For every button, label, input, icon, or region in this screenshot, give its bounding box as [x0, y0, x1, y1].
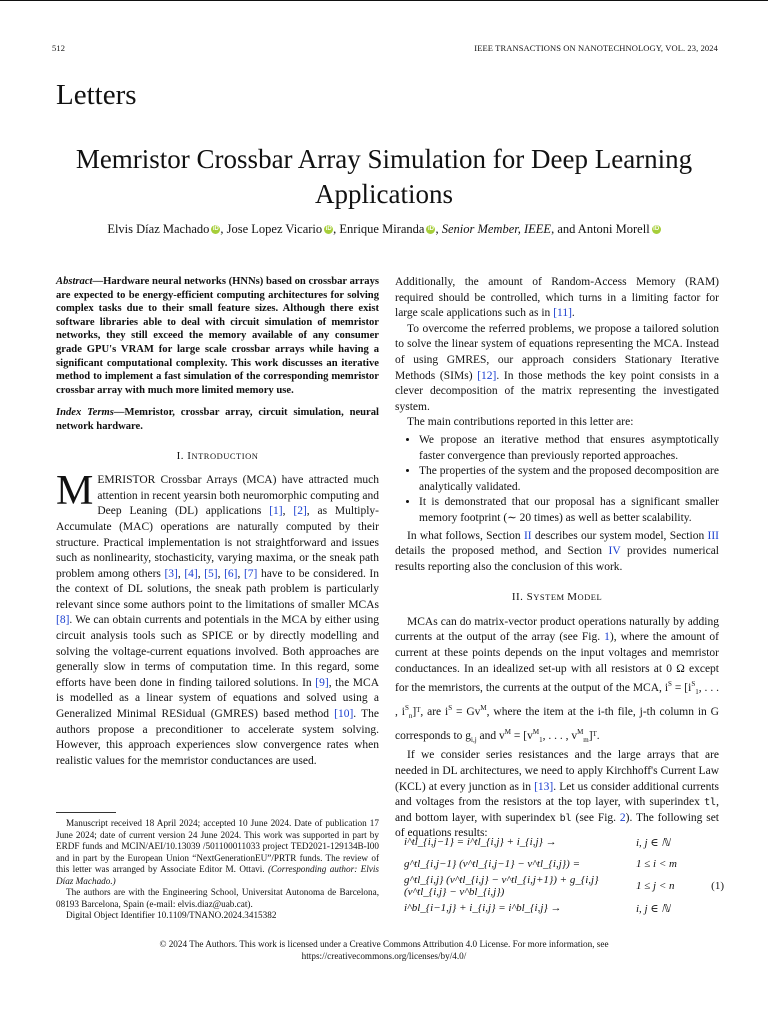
footnote — [56, 818, 379, 922]
author-role: Senior Member, IEEE — [441, 222, 552, 236]
equation-lhs: i^bl_{i−1,j} + i_{i,j} = i^bl_{i,j} → — [404, 902, 562, 914]
citation-link[interactable]: [10] — [334, 708, 354, 721]
equation-lhs: i^tl_{i,j−1} = i^tl_{i,j} + i_{i,j} → — [404, 836, 557, 848]
equation-row — [404, 897, 724, 919]
list-item: • The properties of the system and the proposed decomposition are analytically validated. — [419, 464, 719, 495]
paper-title: Memristor Crossbar Array Simulation for Deep Learning Applications — [75, 144, 693, 209]
citation-link[interactable]: [4] — [184, 567, 198, 580]
orcid-icon[interactable]: iD — [427, 226, 434, 232]
author-list: Elvis Díaz Machado iD , Jose Lopez Vicario iD , Enrique Miranda iD , Senior Member, IEEE, and Antoni Morell iD — [107, 222, 660, 236]
section-heading-introduction: I. INTRODUCTION — [176, 449, 259, 462]
section-rule — [0, 0, 768, 1]
equation-condition: 1 ≤ j < n — [636, 880, 675, 892]
abstract-lead: Abstract — [56, 276, 93, 287]
journal-header: IEEE TRANSACTIONS ON NANOTECHNOLOGY, VOL. 23, 2024 — [474, 43, 718, 53]
equation-row — [404, 875, 724, 897]
page-number: 512 — [52, 43, 66, 53]
dropcap: M — [56, 468, 94, 515]
body-paragraph: If we consider series resistances and the large arrays that are needed in DL architectures, we need to apply Kirchhoff's Current Law (KCL) at every junction as in [13]. Let us consider additional currents and voltages from the resistors at the top layer, with superindex tl, and bottom layer, with superindex bl (see Fig. 2). The following set of equations results: — [395, 749, 719, 840]
equation-lhs: g^tl_{i,j} (v^tl_{i,j} − v^tl_{i,j+1}) + g_{i,j} (v^tl_{i,j} − v^bl_{i,j}) — [404, 874, 599, 898]
body-paragraph: MCAs can do matrix-vector product operations naturally by adding currents at the output of the array (see Fig. 1), where the amount of current at these points depends on the input voltages and memristor conductances. In an idealized set-up with all resistors at 0 Ω except for the memristors, the currents at the output of the MCA, $i^S = [i^S_1$, . . . , $i^S_n]ᵀ$, are $i^S = Gv^M$, where the item at the i-th file, j-th column in G corresponds to $g_{i,j}$ and $v^M = [v^M_1$, . . . , $v^M_m]ᵀ$. — [395, 615, 720, 744]
equation-condition: 1 ≤ i < m — [636, 858, 677, 870]
footnote-doi: Digital Object Identifier 10.1109/TNANO.2024.3415382 — [66, 910, 277, 920]
list-item: • We propose an iterative method that ensures asymptotically faster convergence than previously reported approaches. — [419, 433, 719, 464]
section-link[interactable]: II — [523, 529, 532, 542]
orcid-icon[interactable]: iD — [212, 226, 219, 232]
equation-row — [404, 831, 724, 853]
figure-link[interactable]: 1 — [604, 631, 610, 644]
index-terms-text: —Memristor, crossbar array, circuit simulation, neural network hardware. — [56, 407, 379, 432]
list-item: • It is demonstrated that our proposal has a significant smaller memory footprint (∼ 20 times) as well as better scalability. — [419, 495, 719, 526]
index-terms-lead: Index Terms — [56, 407, 114, 419]
equation-lhs: g^tl_{i,j−1} (v^tl_{i,j−1} − v^tl_{i,j}) = — [404, 858, 581, 870]
citation-link[interactable]: [13] — [534, 780, 554, 793]
orcid-icon[interactable]: iD — [653, 226, 660, 232]
contribution-list — [405, 433, 719, 527]
right-column — [395, 275, 719, 842]
citation-link[interactable]: [8] — [56, 614, 70, 627]
equation-number: (1) — [711, 880, 724, 892]
citation-link[interactable]: [7] — [243, 567, 258, 580]
citation-link[interactable]: [12] — [477, 369, 497, 382]
intro-paragraph: MEMRISTOR Crossbar Arrays (MCA) have attracted much attention in recent yearsin both neuromorphic computing and Deep Leaning (DL) applications [1], [2], as Multiply-Accumulate (MAC) operations are naturally computed by their structure. Practical implementation is not straightforward and issues such as nonlinearity, stochasticity, varying maxima, or the sneak path problem among others [3], [4], [5], [6], [7] have to be considered. In the context of DL solutions, the sneak path problem is particularly relevant since some authors point to the limitations of smaller MCAs [8]. We can obtain currents and potentials in the MCA by either using circuit analysis tools such as SPICE or by directly modelling and solving the voltage-current equations involved. Both approaches are generally slow in terms of computation time. In this regard, some efforts have been done in finding tailored solutions. In [9], the MCA is modelled as a linear system of equations and solved using a Generalized Minimal RESidual (GMRES) based method [10]. The authors propose a preconditioner to accelerate system solving. However, this approach experiences slow convergence rates when realistic values for the memristor conductances are used. — [56, 468, 380, 767]
left-column — [56, 275, 379, 769]
author-name: Enrique Miranda — [339, 222, 425, 236]
citation-link[interactable]: [9] — [315, 676, 329, 689]
footnote-manuscript: Manuscript received 18 April 2024; accepted 10 June 2024. Date of publication 17 June 2024; date of current version 24 June 2024. This work was supported in part by ERDF funds and MCIN/AEI/10.13039 /501100011033 project TED2021-129134B-I00 and in part by the European Union “NextGenerationEU”/PRTR funds. The review of this letter was arranged by Associate Editor M. Ottavi. (Corresponding author: Elvis Díaz Machado.) — [56, 818, 379, 886]
citation-link[interactable]: [11] — [553, 307, 572, 320]
figure-link[interactable]: 2 — [619, 811, 626, 824]
equation-condition: i, j ∈ ℕ — [636, 836, 671, 849]
orcid-icon[interactable]: iD — [325, 226, 332, 232]
citation-link[interactable]: [5] — [204, 567, 218, 580]
equation-row — [404, 853, 724, 875]
abstract-text: —Hardware neural networks (HNNs) based on crossbar arrays are expected to be energy-efficient computing architectures for solving complex tasks due to their small feature sizes. Although there exist software libraries able to deal with circuit simulation of memristor networks, they still exceed the memory available of any consumer grade GPU's VRAM for large scale crossbar arrays while having a significant computational complexity. This work discusses an iterative method to implement a fast simulation of the corresponding memristor crossbar array with much more limited memory use. — [56, 276, 379, 396]
equation-condition: i, j ∈ ℕ — [636, 902, 671, 915]
body-paragraph: In what follows, Section II describes our system model, Section III details the proposed method, and Section IV provides numerical results reporting also the conclusion of this work. — [395, 529, 719, 573]
section-link[interactable]: IV — [608, 545, 621, 558]
body-paragraph: To overcome the referred problems, we propose a tailored solution to solve the linear system of equations representing the MCA. Instead of using GMRES, our approach considers Stationary Iterative Methods (SIMs) [12]. In those methods the key point consists in a clever decomposition of the matrix representing the investigated system. — [395, 322, 719, 413]
license-link[interactable]: https://creativecommons.org/licenses/by/4.0/ — [301, 951, 467, 961]
citation-link[interactable]: [3] — [164, 567, 178, 580]
author-name: Jose Lopez Vicario — [226, 222, 323, 236]
footnote-rule — [56, 812, 116, 813]
author-name: Elvis Díaz Machado — [107, 222, 210, 236]
body-paragraph: The main contributions reported in this letter are: — [407, 416, 634, 429]
index-terms — [56, 406, 379, 433]
equation-block — [404, 831, 724, 919]
copyright-text: © 2024 The Authors. This work is licensed under a Creative Commons Attribution 4.0 License. For more information, see — [159, 939, 609, 949]
section-link[interactable]: III — [707, 529, 719, 542]
citation-link[interactable]: [2] — [293, 505, 307, 518]
footnote-affiliation: The authors are with the Engineering School, Universitat Autonoma de Barcelona, 08193 Barcelona, Spain (e-mail: elvis.diaz@uab.cat). — [56, 887, 379, 909]
citation-link[interactable]: [6] — [224, 567, 238, 580]
section-heading-system-model: II. SYSTEM MODEL — [511, 591, 603, 604]
copyright-notice — [60, 938, 708, 962]
body-paragraph: Additionally, the amount of Random-Access Memory (RAM) required should be controlled, which turns in a limiting factor for large scale applications such as in [11]. — [395, 276, 719, 320]
citation-link[interactable]: [1] — [269, 505, 283, 518]
abstract — [56, 275, 379, 397]
section-label: Letters — [56, 79, 137, 111]
author-name: and Antoni Morell — [557, 222, 650, 236]
